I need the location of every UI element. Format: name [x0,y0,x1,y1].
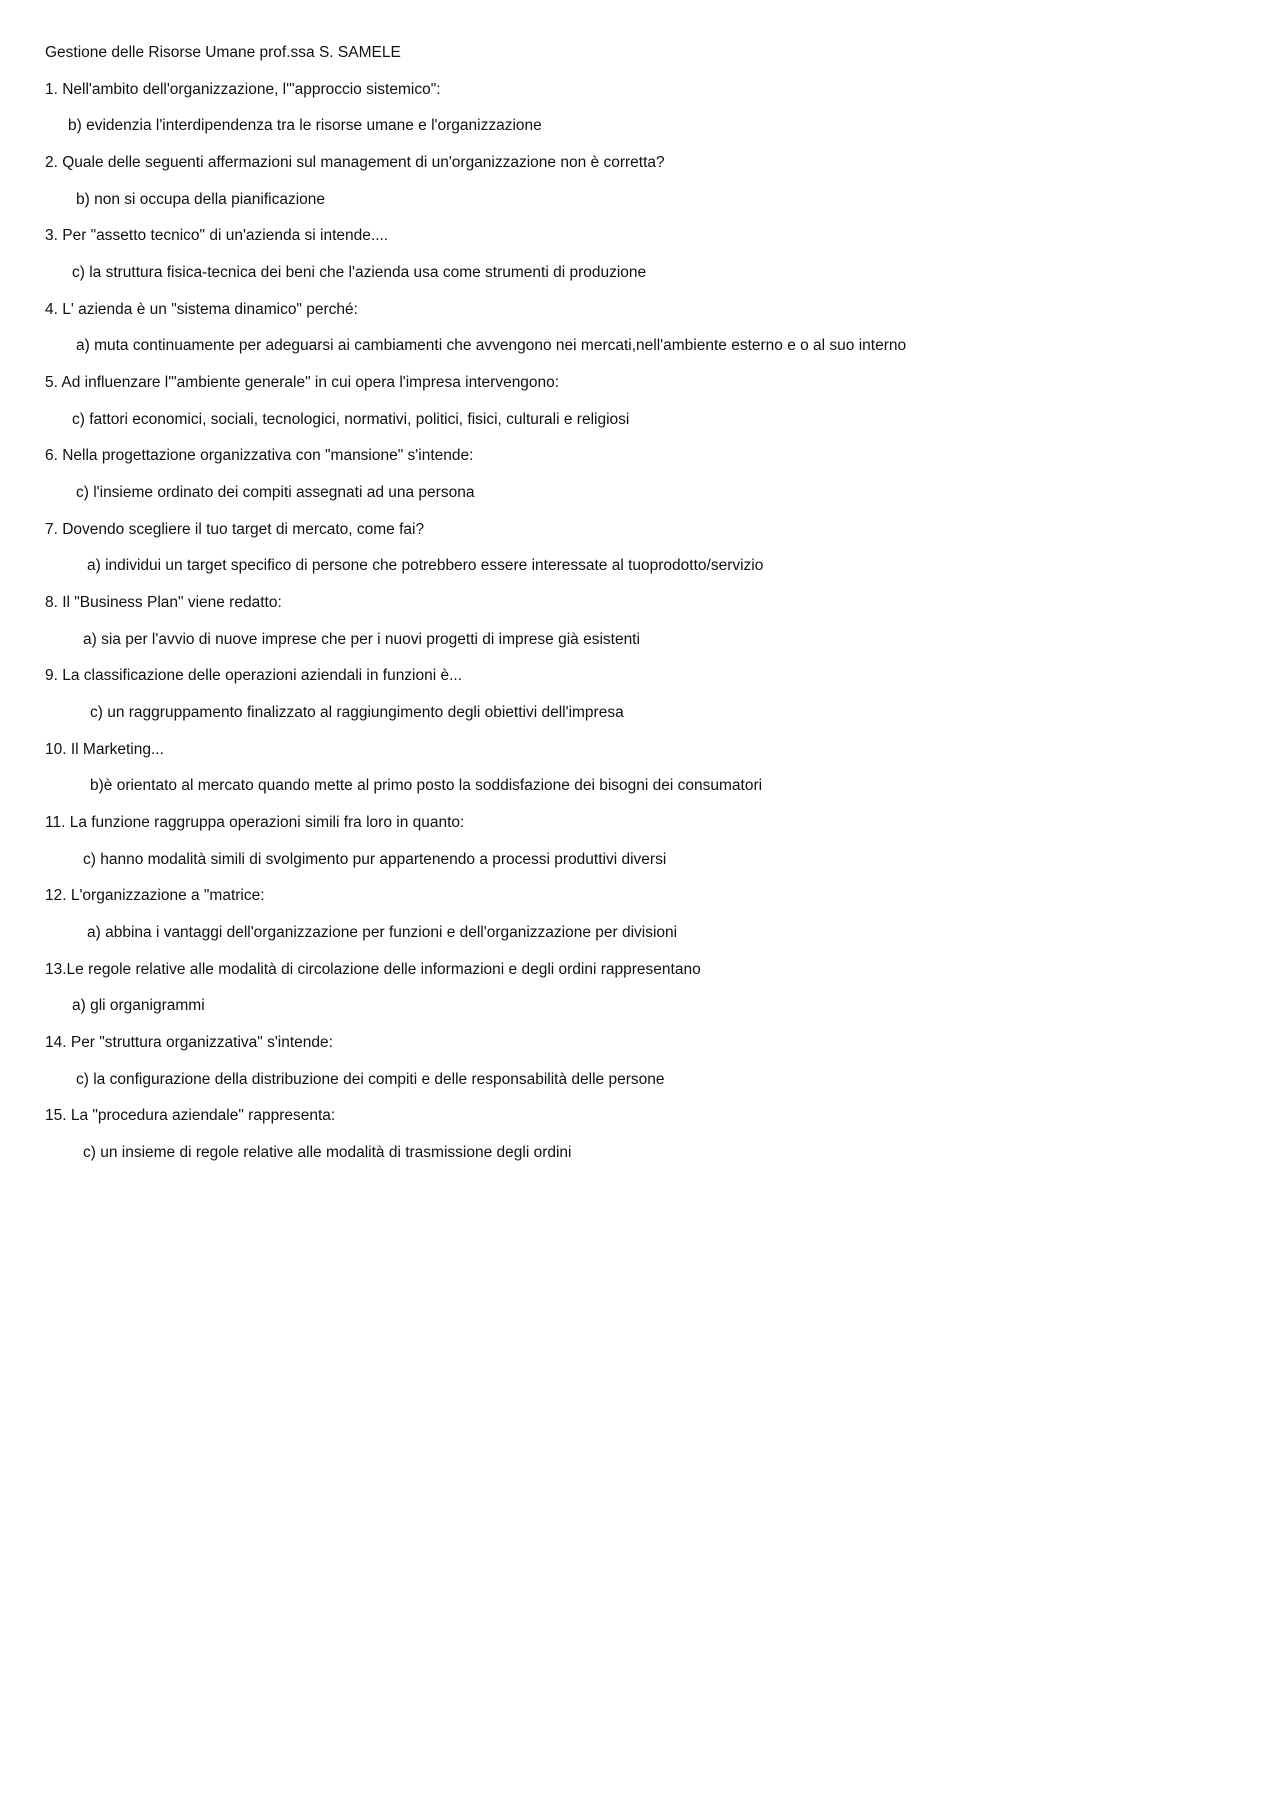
question-1: 1. Nell'ambito dell'organizzazione, l'"approccio sistemico": [45,81,441,98]
answer-7: a) individui un target specifico di persone che potrebbero essere interessate al tuoprodotto/servizio [87,557,764,574]
answer-15: c) un insieme di regole relative alle modalità di trasmissione degli ordini [83,1144,572,1161]
document-header: Gestione delle Risorse Umane prof.ssa S. SAMELE [45,44,401,61]
question-2: 2. Quale delle seguenti affermazioni sul management di un'organizzazione non è corretta? [45,154,665,171]
answer-4: a) muta continuamente per adeguarsi ai cambiamenti che avvengono nei mercati,nell'ambiente esterno e o al suo interno [76,337,907,354]
question-8: 8. Il "Business Plan" viene redatto: [45,594,282,611]
answer-1: b) evidenzia l'interdipendenza tra le risorse umane e l'organizzazione [68,117,542,134]
question-15: 15. La "procedura aziendale" rappresenta: [45,1107,336,1124]
answer-9: c) un raggruppamento finalizzato al raggiungimento degli obiettivi dell'impresa [90,704,624,721]
question-4: 4. L' azienda è un "sistema dinamico" perché: [45,301,358,318]
question-9: 9. La classificazione delle operazioni aziendali in funzioni è... [45,667,463,684]
answer-10: b)è orientato al mercato quando mette al primo posto la soddisfazione dei bisogni dei consumatori [90,777,763,794]
answer-2: b) non si occupa della pianificazione [76,191,326,208]
question-3: 3. Per "assetto tecnico" di un'azienda si intende.... [45,227,389,244]
answer-3: c) la struttura fisica-tecnica dei beni che l'azienda usa come strumenti di produzione [72,264,647,281]
answer-6: c) l'insieme ordinato dei compiti assegnati ad una persona [76,484,475,501]
answer-5: c) fattori economici, sociali, tecnologici, normativi, politici, fisici, culturali e religiosi [72,411,630,428]
answer-13: a) gli organigrammi [72,997,205,1014]
question-14: 14. Per "struttura organizzativa" s'intende: [45,1034,333,1051]
answer-14: c) la configurazione della distribuzione dei compiti e delle responsabilità delle persone [76,1071,665,1088]
question-11: 11. La funzione raggruppa operazioni simili fra loro in quanto: [45,814,465,831]
question-12: 12. L'organizzazione a "matrice: [45,887,265,904]
question-7: 7. Dovendo scegliere il tuo target di mercato, come fai? [45,521,425,538]
answer-12: a) abbina i vantaggi dell'organizzazione per funzioni e dell'organizzazione per divisioni [87,924,678,941]
question-10: 10. Il Marketing... [45,741,164,758]
answer-8: a) sia per l'avvio di nuove imprese che per i nuovi progetti di imprese già esistenti [83,631,640,648]
question-5: 5. Ad influenzare l'"ambiente generale" in cui opera l'impresa intervengono: [45,374,560,391]
question-6: 6. Nella progettazione organizzativa con "mansione" s'intende: [45,447,474,464]
answer-11: c) hanno modalità simili di svolgimento pur appartenendo a processi produttivi diversi [83,851,667,868]
question-13: 13.Le regole relative alle modalità di circolazione delle informazioni e degli ordini rappresentano [45,961,701,978]
